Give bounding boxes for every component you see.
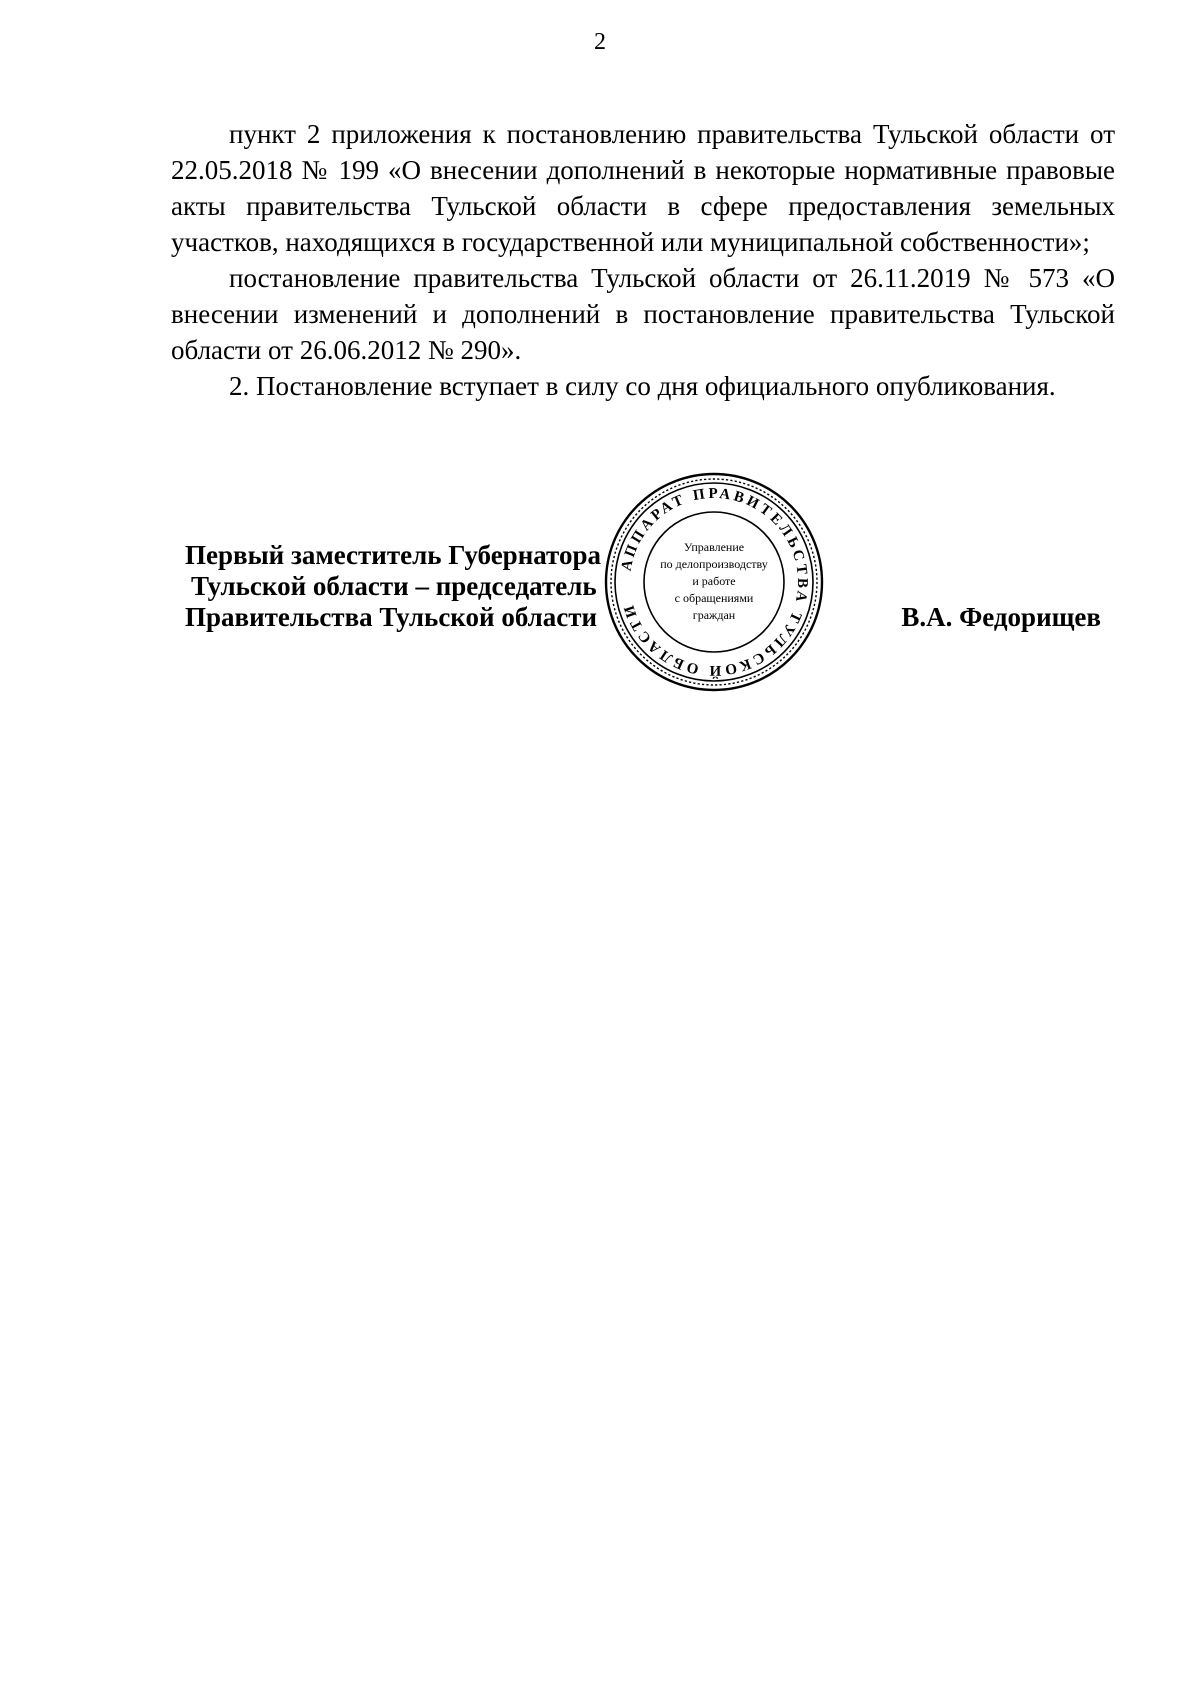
signer-position-line-3: Правительства Тульской области <box>185 602 598 632</box>
official-stamp <box>603 471 825 693</box>
stamp-center-line-3: и работе <box>692 574 736 588</box>
signer-position-line-2: Тульской области – председатель <box>191 571 597 601</box>
stamp-center-line-2: по делопроизводству <box>660 557 768 571</box>
stamp-center-line-1: Управление <box>683 540 745 554</box>
paragraph-3: 2. Постановление вступает в силу со дня официального опубликования. <box>229 371 1056 401</box>
signer-name: В.А. Федорищев <box>901 602 1101 632</box>
signer-position <box>185 540 645 633</box>
paragraph-2: постановление правительства Тульской области от 26.11.2019 № 573 «О внесении изменений и дополнений в постановление правительства Тульской области от 26.06.2012 № 290». <box>171 263 1115 365</box>
document-body <box>171 116 1115 404</box>
stamp-center-line-5: граждан <box>692 608 736 622</box>
paragraph-1: пункт 2 приложения к постановлению правительства Тульской области от 22.05.2018 № 199 «О внесении дополнений в некоторые нормативные правовые акты правительства Тульской области в сфере предоставления земельных участков, находящихся в государственной или муниципальной собственности»; <box>171 119 1115 257</box>
stamp-ring-text: АППАРАТ ПРАВИТЕЛЬСТВА ТУЛЬСКОЙ ОБЛАСТИ <box>618 485 811 679</box>
stamp-center-line-4: с обращениями <box>674 591 754 605</box>
signer-position-line-1: Первый заместитель Губернатора <box>185 540 601 570</box>
page-number: 2 <box>594 29 606 55</box>
